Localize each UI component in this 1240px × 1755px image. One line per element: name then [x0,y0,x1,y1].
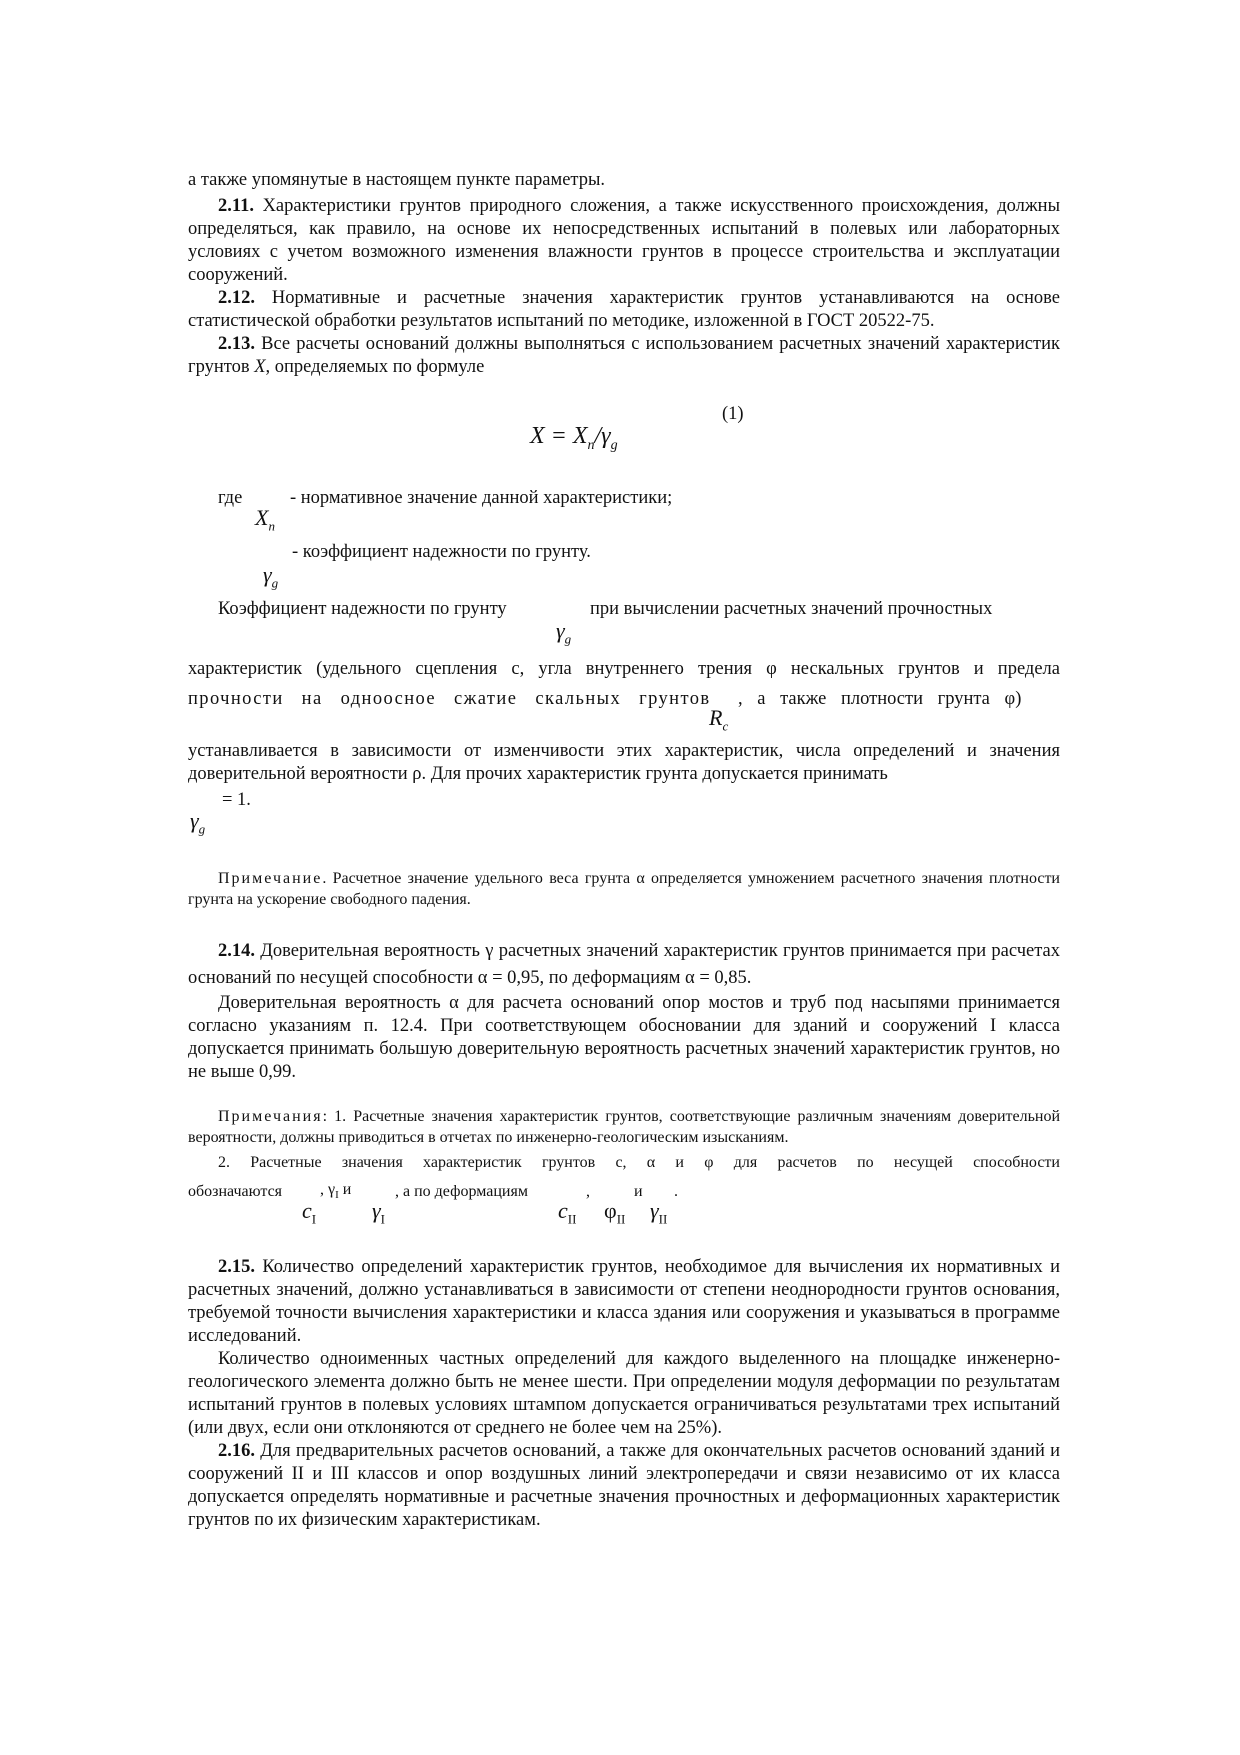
section-2-15-2-16 [188,1256,1060,1532]
note2-line3-d: , а по деформациям [395,1183,528,1200]
note-label: Примечание [218,870,323,887]
coef-eq1: = 1. [222,790,251,810]
coef-line3-b: , а также плотности грунта φ) [738,689,1022,709]
variable-x: X [254,357,266,377]
symbol-gamma-ii [650,1198,667,1227]
note-label: Примечания [218,1108,323,1125]
section-2-14 [188,938,1060,1084]
paragraph-2-13 [188,333,1060,379]
paragraph-2-16 [188,1440,1060,1532]
text-part: и [338,1181,352,1198]
formula-sub: n [587,437,595,453]
note-2-text [188,1106,1060,1148]
clause-number: 2.11. [218,196,254,216]
symbol-char: c [302,1198,312,1223]
symbol-xn [255,505,275,534]
coef-line3-a: прочности на одноосное сжатие скальных грунтов [188,689,711,709]
symbol-c-ii [558,1198,576,1227]
lead-line: а также упомянутые в настоящем пункте параметры. [188,169,606,190]
where-label: где [218,488,243,508]
section-2-11-2-13 [188,195,1060,379]
where-xn-text: - нормативное значение данной характеристики; [290,488,673,508]
note2-line3-g: . [674,1183,678,1200]
note2-line3-b [320,1178,351,1207]
symbol-char: γ [372,1198,381,1223]
coef-line1-a: Коэффициент надежности по грунту [218,599,507,619]
paragraph-text: Все расчеты оснований должны выполняться с использованием расчетных значений характеристик грунтов [188,334,1060,377]
symbol-gamma-g [190,808,205,837]
symbol-sub: g [271,575,279,591]
paragraph-text: Для предварительных расчетов оснований, а также для окончательных расчетов оснований зданий и сооружений II и III классов и опор воздушных линий электропередачи и связи независимо от их класса допускается определять нормативные и расчетные значения прочностных и деформационных характеристик грунтов по их физическим характеристикам. [188,1441,1060,1530]
symbol-c-i [302,1198,316,1227]
paragraph-2-12 [188,287,1060,333]
symbol-sub: I [335,1189,339,1202]
symbol-char: γ [263,562,272,587]
symbol-sub: g [198,821,206,837]
note2-line3-a: обозначаются [188,1183,283,1200]
paragraph-text: , определяемых по формуле [265,357,485,377]
paragraph-2-15-b: Количество одноименных частных определений для каждого выделенного на площадке инженерно-геологического элемента должно быть не менее шести. При определении модуля деформации по результатам испытаний грунтов в полевых условиях штампом допускается ограничиваться результатами трех испытаний (или двух, если они отклоняются от среднего не более чем на 25%). [188,1349,1060,1438]
note-2-item-2: 2. Расчетные значения характеристик грунтов c, α и φ для расчетов по несущей способности [218,1154,1060,1171]
symbol-char: , γ [320,1181,336,1198]
note2-line3-f: и [634,1183,643,1200]
symbol-gamma-i [372,1198,385,1227]
paragraph-2-11 [188,195,1060,287]
coef-line1-b: при вычислении расчетных значений прочностных [590,599,993,619]
symbol-char: γ [650,1198,659,1223]
symbol-char: γ [190,808,199,833]
clause-number: 2.12. [218,288,255,308]
where-gg-text: - коэффициент надежности по грунту. [292,542,591,562]
symbol-sub: I [380,1211,386,1227]
coef-line2: характеристик (удельного сцепления c, угла внутреннего трения φ нескальных грунтов и предела [188,659,1060,679]
symbol-phi-ii [604,1198,625,1227]
formula-part: /γ [594,423,611,449]
paragraph-2-14 [188,938,1060,992]
formula-part: X = X [530,423,588,449]
paragraph-text: Количество определений характеристик грунтов, необходимое для вычисления их нормативных и расчетных значений, должно устанавливаться в зависимости от степени неоднородности грунтов основания, требуемой точности вычисления характеристики и класса здания или сооружения и указываться в программе исследований. [188,1257,1060,1346]
clause-number: 2.14. [218,941,255,961]
clause-number: 2.13. [218,334,255,354]
paragraph-2-15 [188,1256,1060,1348]
paragraph-2-14-b: Доверительная вероятность α для расчета оснований опор мостов и труб под насыпями принимается согласно указаниям п. 12.4. При соответствующем обосновании для зданий и сооружений I класса допускается принимать большую доверительную вероятность расчетных значений характеристик грунтов, но не выше 0,99. [188,993,1060,1082]
symbol-char: γ [556,618,565,643]
symbol-gamma-g [263,562,278,591]
formula-sub: g [610,437,618,453]
clause-number: 2.16. [218,1441,255,1461]
symbol-char: R [709,705,723,730]
equation-number: (1) [722,404,744,424]
symbol-sub: c [722,718,729,734]
paragraph-text: Характеристики грунтов природного сложения, а также искусственного происхождения, должны определяться, как правило, на основе их непосредственных испытаний в полевых или лабораторных условиях с учетом возможного изменения влажности грунтов в процессе строительства и эксплуатации сооружений. [188,196,1060,285]
symbol-char: c [558,1198,568,1223]
note-1 [188,868,1060,910]
symbol-char: φ [604,1198,617,1223]
symbol-gamma-g [556,618,571,647]
symbol-sub: g [564,631,572,647]
coef-line4: устанавливается в зависимости от изменчивости этих характеристик, числа определений и значения доверительной вероятности ρ. Для прочих характеристик грунта допускается принимать [188,741,1060,784]
symbol-sub: II [567,1211,577,1227]
symbol-sub: II [616,1211,626,1227]
symbol-char: X [255,505,269,530]
paragraph-text: Нормативные и расчетные значения характеристик грунтов устанавливаются на основе статистической обработки результатов испытаний по методике, изложенной в ГОСТ 20522-75. [188,288,1060,331]
note2-line3-e: , [586,1183,590,1200]
note-2 [188,1106,1060,1173]
note-body: : 1. Расчетные значения характеристик грунтов, соответствующие различным значениям доверительной вероятности, должны приводиться в отчетах по инженерно-геологическим изысканиям. [188,1108,1060,1146]
formula-1 [530,423,618,454]
note-1-text [188,868,1060,910]
clause-number: 2.15. [218,1257,255,1277]
symbol-sub: I [311,1211,317,1227]
paragraph-text: Доверительная вероятность γ расчетных значений характеристик грунтов принимается при расчетах оснований по несущей способности α = 0,95, по деформациям α = 0,85. [188,941,1060,988]
note-body: . Расчетное значение удельного веса грунта α определяется умножением расчетного значения плотности грунта на ускорение свободного падения. [188,870,1060,908]
symbol-sub: n [268,518,275,534]
symbol-rc [709,705,728,734]
symbol-sub: II [658,1211,668,1227]
